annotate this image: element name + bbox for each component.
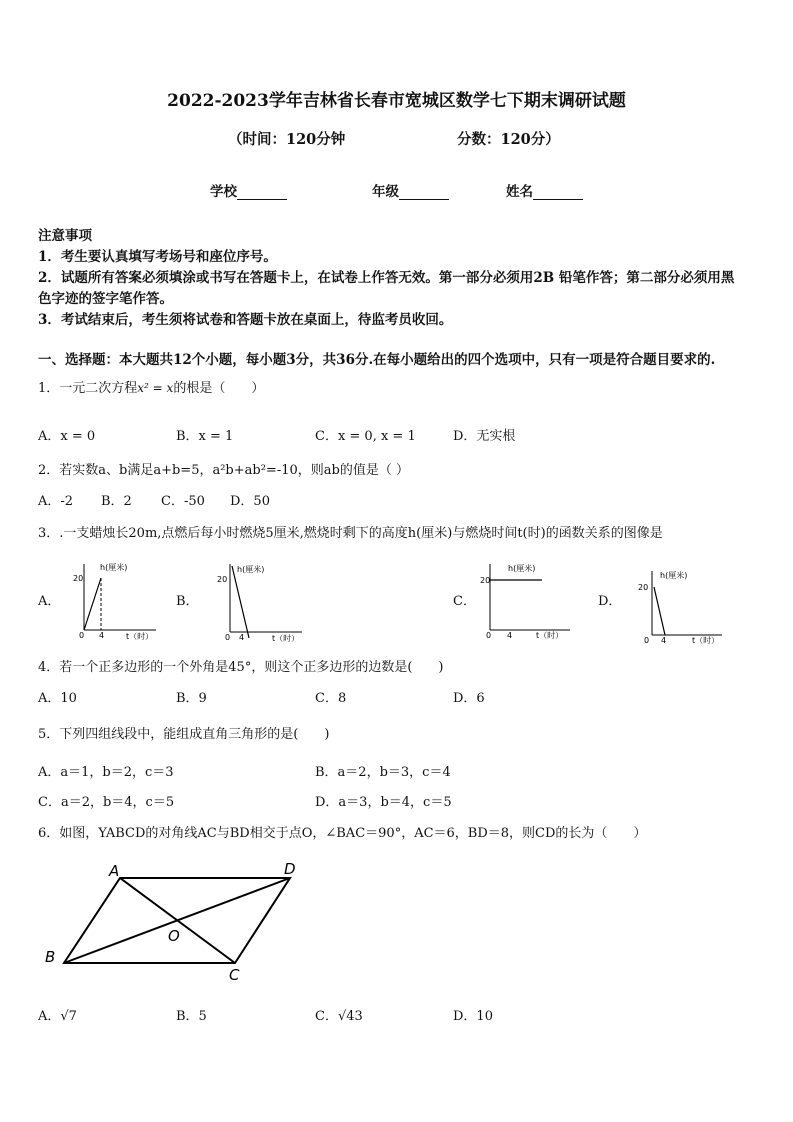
notice-heading: 注意事项 [38,228,92,244]
q3-graph-a [68,560,160,642]
svg-text:4: 4 [99,631,105,640]
svg-text:t（时）: t（时） [126,632,154,641]
q6-option-a: A．√7 [38,1009,77,1024]
svg-text:20: 20 [638,583,649,592]
q3-option-d: D． [598,594,622,609]
q6-option-d: D．10 [453,1009,493,1024]
question-6: 6．如图，YABCD的对角线AC与BD相交于点O，∠BAC＝90°，AC＝6，BD＝8，则CD的长为（ ） [38,826,647,841]
q5-option-c: C．a＝2，b＝4，c＝5 [38,795,175,810]
svg-text:4: 4 [661,636,667,645]
svg-text:4: 4 [239,633,245,642]
svg-text:B: B [45,948,56,966]
q3-graph-d [630,565,726,647]
question-1: 1．一元二次方程x² = x的根是（ ） [38,381,265,396]
question-3: 3．.一支蜡烛长20m,点燃后每小时燃烧5厘米,燃烧时剩下的高度h(厘米)与燃烧时间t(时)的函数关系的图像是 [38,526,663,541]
q3-graph-c [478,560,574,642]
q4-option-c: C．8 [315,691,347,706]
exam-score: 分数：120分） [457,131,560,148]
q2-option-d: D．50 [230,494,270,509]
q2-option-c: C．-50 [161,494,205,509]
question-5: 5．下列四组线段中，能组成直角三角形的是( ) [38,727,330,742]
name-field: 姓名 [506,180,583,200]
q1-option-b: B．x = 1 [176,429,234,444]
svg-text:20: 20 [217,575,228,584]
notice-item-3: 3．考试结束后，考生须将试卷和答题卡放在桌面上，待监考员收回。 [38,312,453,328]
svg-text:20: 20 [73,574,84,583]
q6-parallelogram-figure [40,852,310,987]
school-field: 学校 [210,180,287,200]
question-4: 4．若一个正多边形的一个外角是45°，则这个正多边形的边数是( ) [38,660,444,675]
section-heading: 一、选择题：本大题共12个小题，每小题3分，共36分.在每小题给出的四个选项中，只有一项是符合题目要求的. [38,352,716,368]
grade-field: 年级 [372,180,449,200]
svg-text:C: C [229,966,240,984]
svg-text:h(厘米): h(厘米) [100,563,128,572]
q3-option-a: A． [38,594,61,609]
q3-graph-b [210,560,306,646]
svg-text:0: 0 [79,631,85,640]
svg-text:20: 20 [480,576,491,585]
q5-option-b: B．a＝2，b＝3，c＝4 [315,765,451,780]
page-title: 2022-2023学年吉林省长春市宽城区数学七下期末调研试题 [167,91,626,111]
svg-text:0: 0 [225,633,231,642]
q3-option-c: C． [453,594,476,609]
svg-text:h(厘米): h(厘米) [508,564,536,573]
q4-option-d: D．6 [453,691,485,706]
svg-text:t（时）: t（时） [272,634,300,643]
q2-option-b: B．2 [101,494,132,509]
q5-option-a: A．a＝1，b＝2，c＝3 [38,765,174,780]
q5-option-d: D．a＝3，b＝4，c＝5 [315,795,452,810]
svg-text:0: 0 [644,636,650,645]
exam-time: （时间：120分钟 [228,131,346,148]
svg-text:t（时）: t（时） [692,636,720,645]
notice-item-1: 1．考生要认真填写考场号和座位序号。 [38,249,277,265]
notice-item-2: 2．试题所有答案必须填涂或书写在答题卡上，在试卷上作答无效。第一部分必须用2B 铅笔作答；第二部分必须用黑 [38,270,735,286]
svg-text:D: D [284,860,296,878]
q6-option-b: B．5 [176,1009,207,1024]
svg-text:A: A [109,862,120,880]
q2-option-a: A．-2 [38,494,74,509]
svg-text:O: O [168,927,180,945]
q3-option-b: B． [176,594,199,609]
question-2: 2．若实数a、b满足a+b=5，a²b+ab²=-10，则ab的值是（ ） [38,463,409,478]
svg-text:h(厘米): h(厘米) [237,565,265,574]
svg-text:4: 4 [507,631,513,640]
q1-option-c: C．x = 0, x = 1 [315,429,416,444]
svg-text:h(厘米): h(厘米) [660,571,688,580]
q1-option-a: A．x = 0 [38,429,96,444]
q1-option-d: D．无实根 [453,429,516,444]
svg-text:0: 0 [486,631,492,640]
svg-text:t（时）: t（时） [536,631,564,640]
q4-option-b: B．9 [176,691,207,706]
notice-item-2-cont: 色字迹的签字笔作答。 [38,291,173,307]
q4-option-a: A．10 [38,691,77,706]
q6-option-c: C．√43 [315,1009,363,1024]
